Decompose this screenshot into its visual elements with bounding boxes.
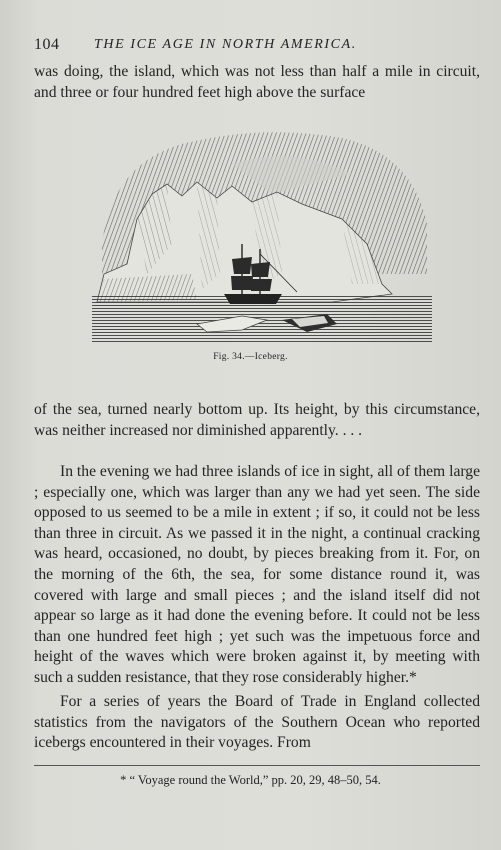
page-number: 104 (34, 36, 60, 53)
paragraph-continuation: of the sea, turned nearly bottom up. Its height, by this circumstance, was neither increased nor diminished apparently. . . . (34, 401, 480, 439)
footnote: * “ Voyage round the World,” pp. 20, 29, 48–50, 54. (120, 773, 381, 787)
figure-caption: Fig. 34.—Iceberg. (213, 352, 288, 362)
page-header (34, 36, 474, 58)
paragraph-opening: was doing, the island, which was not less than half a mile in circuit, and three or four hundred feet high above the surface (34, 63, 480, 101)
paragraph-quote: In the evening we had three islands of ice in sight, all of them large ; especially one, which was larger than any we had yet seen. The side opposed to us seemed to be a mile in extent ; if so, it could not be less than three in circuit. As we passed it in the night, a continual cracking was heard, occasioned, no doubt, by pieces breaking from it. For, on the morning of the 6th, the sea, for some distance round it, was covered with large and small pieces ; and the island itself did not appear so large as it had done the evening before. It could not be less than one hundred feet high ; yet such was the impetuous force and height of the waves which were broken against it, by meeting with such a sudden resistance, that they rose considerably higher.* (34, 463, 480, 686)
running-title: THE ICE AGE IN NORTH AMERICA. (94, 37, 357, 52)
paragraph-board-of-trade: For a series of years the Board of Trade in England collected statistics from the navigators of the Southern Ocean who reported icebergs encountered in their voyages. From (34, 693, 480, 752)
footnote-rule (34, 765, 480, 766)
iceberg-engraving (92, 124, 432, 344)
iceberg-illustration (92, 124, 432, 344)
